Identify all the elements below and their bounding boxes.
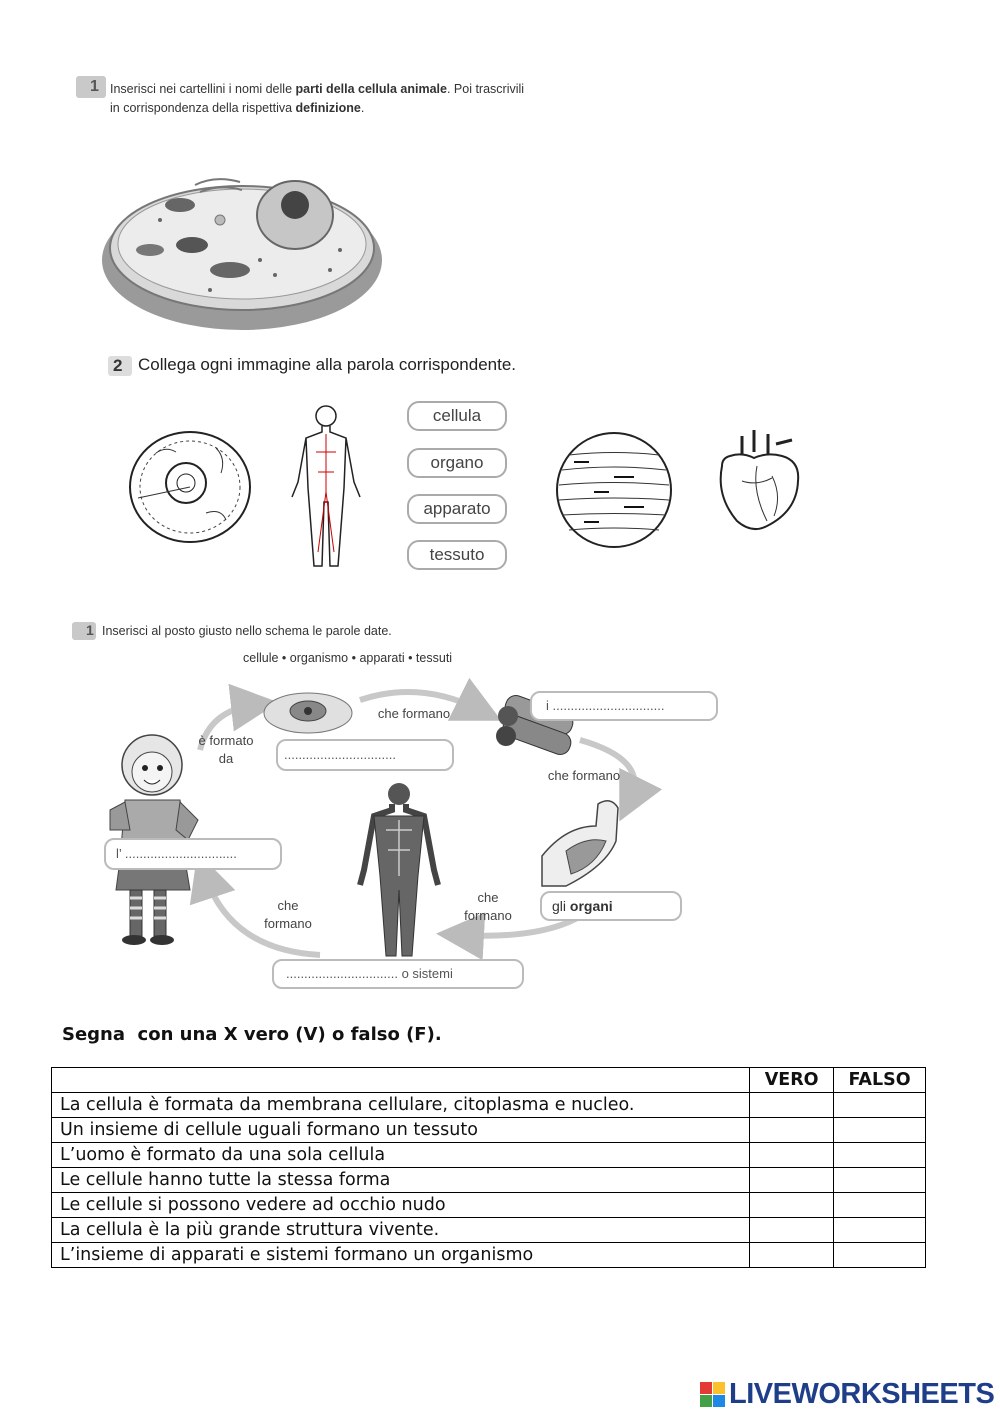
exercise-2-instruction: Collega ogni immagine alla parola corrispondente. [138,355,517,374]
heart-drawing [712,426,804,538]
vero-cell[interactable] [750,1243,834,1268]
header-vero: VERO [750,1068,834,1093]
label-che-formano-3: che formano [464,890,512,923]
vero-cell[interactable] [750,1193,834,1218]
statement-text: Un insieme di cellule uguali formano un tessuto [52,1118,750,1143]
exercise-1-instruction: Inserisci nei cartellini i nomi delle parti della cellula animale. Poi trascrivili in corrispondenza della rispettiva definizione. [110,82,525,115]
falso-cell[interactable] [834,1143,926,1168]
falso-cell[interactable] [834,1193,926,1218]
statement-text: La cellula è la più grande struttura vivente. [52,1218,750,1243]
vero-cell[interactable] [750,1168,834,1193]
word-card-tessuto[interactable]: tessuto [407,540,507,570]
falso-mark[interactable] [842,1221,862,1239]
tissue-drawing [554,430,674,550]
header-statement [52,1068,750,1093]
statement-text: L’insieme di apparati e sistemi formano un organismo [52,1243,750,1268]
exercise-3-number: 1 [86,622,94,638]
label-che-formano-1: che formano [377,706,451,721]
liveworksheets-logo[interactable] [700,1377,994,1411]
vero-mark[interactable] [758,1171,778,1189]
true-false-heading: Segna con una X vero (V) o falso (F). [62,1024,442,1045]
table-row [52,1143,926,1168]
statement-text: L’uomo è formato da una sola cellula [52,1143,750,1168]
falso-mark[interactable] [842,1146,862,1164]
table-row [52,1218,926,1243]
exercise-3-instruction: Inserisci al posto giusto nello schema le parole date. [102,624,392,638]
table-row [52,1118,926,1143]
cellule-input-box[interactable]: ............................... [276,739,454,771]
table-row [52,1243,926,1268]
logo-mark-icon [700,1382,725,1407]
apparati-input-box[interactable]: ............................... o sistemi [272,959,524,989]
word-card-cellula[interactable]: cellula [407,401,507,431]
table-row [52,1168,926,1193]
label-che-formano-2: che formano [547,768,621,783]
logo-square-icon [713,1382,725,1394]
vero-mark[interactable] [758,1146,778,1164]
falso-cell[interactable] [834,1218,926,1243]
falso-mark[interactable] [842,1121,862,1139]
schema-arm-image [536,796,636,892]
table-row [52,1193,926,1218]
falso-mark[interactable] [842,1196,862,1214]
exercise-2-number: 2 [113,356,123,375]
statement-text: Le cellule hanno tutte la stessa forma [52,1168,750,1193]
vero-cell[interactable] [750,1093,834,1118]
table-row [52,1093,926,1118]
schema-muscle-body-image [356,780,442,960]
vero-cell[interactable] [750,1218,834,1243]
logo-text: LIVEWORKSHEETS [729,1377,995,1410]
statement-text: Le cellule si possono vedere ad occhio nudo [52,1193,750,1218]
cell-drawing [126,428,254,546]
true-false-table [51,1067,926,1268]
logo-square-icon [700,1395,712,1407]
falso-mark[interactable] [842,1246,862,1264]
organi-box: gli organi [540,891,682,921]
logo-square-icon [700,1382,712,1394]
animal-cell-illustration [100,160,390,340]
word-card-apparato[interactable]: apparato [407,494,507,524]
vero-cell[interactable] [750,1118,834,1143]
exercise-3-word-list: cellule • organismo • apparati • tessuti [243,651,453,665]
human-body-drawing [288,402,364,570]
exercise-1-number: 1 [90,78,99,95]
table-header-row [52,1068,926,1093]
word-card-organo[interactable]: organo [407,448,507,478]
vero-mark[interactable] [758,1196,778,1214]
logo-square-icon [713,1395,725,1407]
label-e-formato-da: è formato da [198,733,254,766]
falso-mark[interactable] [842,1171,862,1189]
falso-cell[interactable] [834,1168,926,1193]
organismo-input-box[interactable]: l’ ............................... [104,838,282,870]
falso-cell[interactable] [834,1118,926,1143]
header-falso: FALSO [834,1068,926,1093]
vero-cell[interactable] [750,1143,834,1168]
vero-mark[interactable] [758,1246,778,1264]
falso-mark[interactable] [842,1096,862,1114]
statement-text: La cellula è formata da membrana cellulare, citoplasma e nucleo. [52,1093,750,1118]
schema-cell-image [262,690,354,736]
vero-mark[interactable] [758,1096,778,1114]
vero-mark[interactable] [758,1221,778,1239]
tessuti-input-box[interactable]: i ............................... [530,691,718,721]
label-che-formano-4: che formano [264,898,312,931]
falso-cell[interactable] [834,1093,926,1118]
vero-mark[interactable] [758,1121,778,1139]
falso-cell[interactable] [834,1243,926,1268]
